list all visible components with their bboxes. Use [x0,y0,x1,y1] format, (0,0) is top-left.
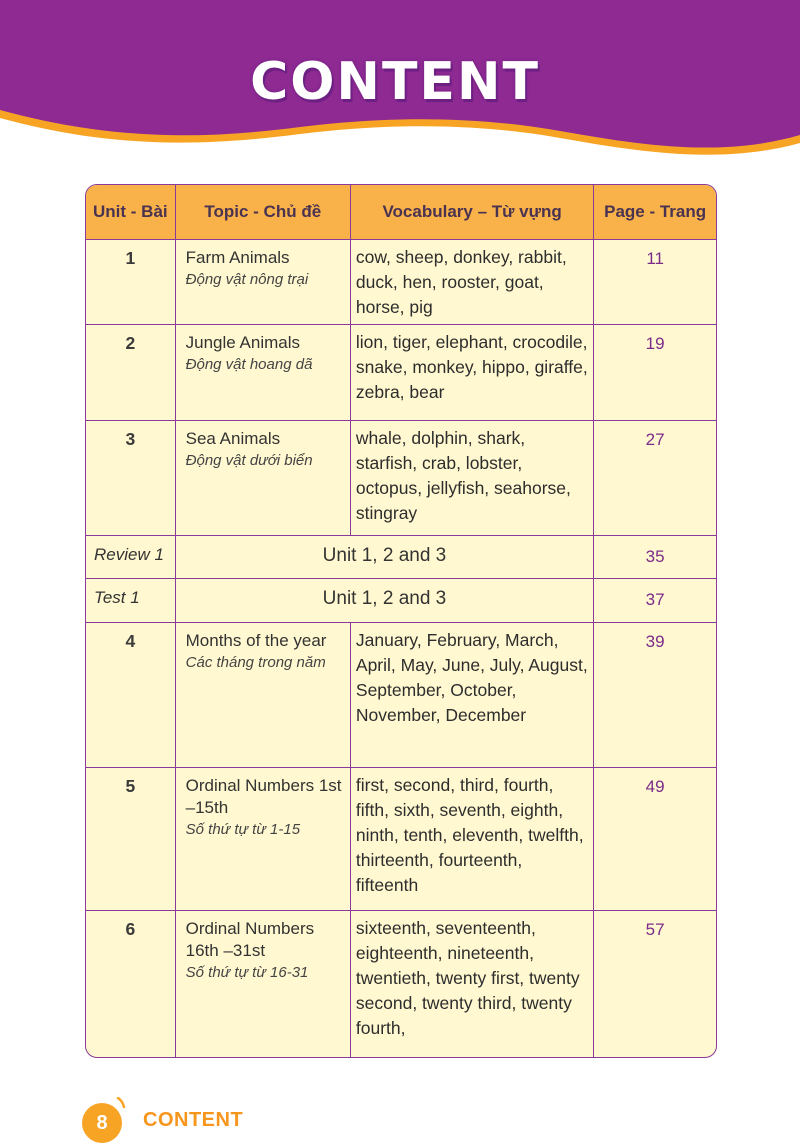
unit-number: 5 [86,768,175,911]
topic-english: Ordinal Numbers 1st –15th [185,776,342,817]
page-number: 27 [594,421,716,536]
review-row [86,536,716,579]
table-row [86,421,716,536]
contents-table [85,184,717,1058]
header-unit: Unit - Bài [86,185,175,240]
badge-accent-icon [115,1097,127,1109]
topic-vietnamese: Các tháng trong năm [185,654,326,671]
page-number: 19 [594,325,716,421]
review-page: 35 [594,536,716,579]
page-title: CONTENT [250,52,540,112]
vocabulary-cell: whale, dolphin, shark, starfish, crab, lobster, octopus, jellyfish, seahorse, stingray [350,421,593,536]
table-row [86,240,716,325]
unit-number: 2 [86,325,175,421]
topic-vietnamese: Động vật hoang dã [185,356,313,373]
page-number: 39 [594,623,716,768]
topic-cell [175,911,350,1059]
header-banner [0,0,800,170]
topic-vietnamese: Số thứ tự từ 16-31 [185,964,309,981]
vocabulary-cell: first, second, third, fourth, fifth, sixth, seventh, eighth, ninth, tenth, eleventh, twelfth, thirteenth, fourteenth, fifteenth [350,768,593,911]
page-number: 57 [594,911,716,1059]
vocabulary-cell: January, February, March, April, May, June, July, August, September, October, November, December [350,623,593,768]
unit-number: 4 [86,623,175,768]
topic-cell [175,768,350,911]
unit-number: 1 [86,240,175,325]
topic-cell [175,623,350,768]
header-topic: Topic - Chủ đề [175,185,350,240]
topic-english: Ordinal Numbers 16th –31st [185,919,315,960]
unit-number: 3 [86,421,175,536]
topic-english: Farm Animals [185,248,290,267]
unit-number: 6 [86,911,175,1059]
topic-vietnamese: Số thứ tự từ 1-15 [185,821,301,838]
test-page: 37 [594,579,716,623]
page-footer [82,1097,382,1143]
test-label: Test 1 [86,579,175,623]
topic-english: Jungle Animals [185,333,300,352]
review-label: Review 1 [86,536,175,579]
page-number-badge: 8 [82,1103,122,1143]
topic-cell [175,325,350,421]
test-row [86,579,716,623]
table-row [86,768,716,911]
vocabulary-cell: lion, tiger, elephant, crocodile, snake, monkey, hippo, giraffe, zebra, bear [350,325,593,421]
page-number: 49 [594,768,716,911]
review-units: Unit 1, 2 and 3 [175,536,594,579]
topic-cell [175,421,350,536]
table-row [86,623,716,768]
vocabulary-cell: cow, sheep, donkey, rabbit, duck, hen, rooster, goat, horse, pig [350,240,593,325]
vocabulary-cell: sixteenth, seventeenth, eighteenth, nineteenth, twentieth, twenty first, twenty second, twenty third, twenty fourth, [350,911,593,1059]
table-row [86,911,716,1059]
table-row [86,325,716,421]
test-units: Unit 1, 2 and 3 [175,579,594,623]
footer-title: CONTENT [143,1109,244,1131]
topic-english: Sea Animals [185,429,281,448]
table-header-row [86,185,716,240]
topic-vietnamese: Động vật nông trại [185,271,309,288]
header-vocabulary: Vocabulary – Từ vựng [350,185,593,240]
page-number: 11 [594,240,716,325]
topic-vietnamese: Động vật dưới biển [185,452,313,469]
topic-cell [175,240,350,325]
topic-english: Months of the year [185,631,327,650]
header-page: Page - Trang [594,185,716,240]
